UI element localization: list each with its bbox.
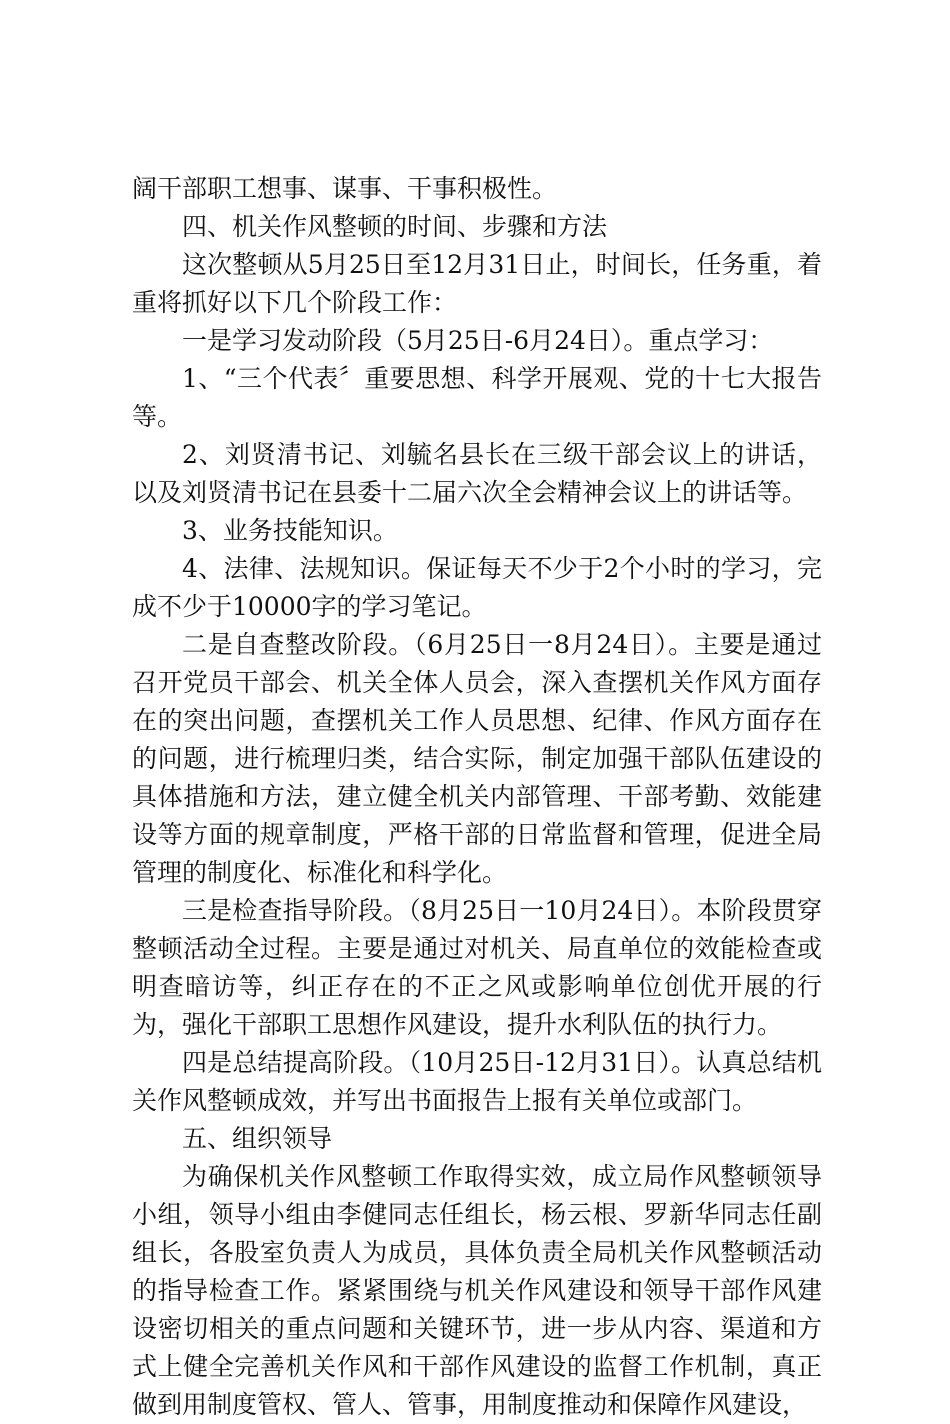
stage-3-paragraph: 三是检查指导阶段。（8月25日一10月24日）。本阶段贯穿整顿活动全过程。主要是通过对机关、局直单位的效能检查或明查暗访等，纠正存在的不正之风或影响单位创优开展的行为，强化干部职工思想作风建设，提升水利队伍的执行力。 — [132, 896, 822, 1039]
study-item-1: 1、“三个代表〞重要思想、科学开展观、党的十七大报告等。 — [132, 364, 822, 431]
paragraph-continuation: 阔干部职工想事、谋事、干事积极性。 — [132, 174, 558, 203]
section-heading-5: 五、组织领导 — [182, 1124, 333, 1153]
paragraph-schedule: 这次整顿从5月25日至12月31日止，时间长，任务重，着重将抓好以下几个阶段工作： — [132, 250, 822, 317]
stage-4-paragraph: 四是总结提高阶段。（10月25日-12月31日）。认真总结机关作风整顿成效，并写出书面报告上报有关单位或部门。 — [132, 1048, 822, 1115]
study-item-2: 2、刘贤清书记、刘毓名县长在三级干部会议上的讲话，以及刘贤清书记在县委十二届六次全会精神会议上的讲话等。 — [132, 440, 822, 507]
stage-1-heading: 一是学习发动阶段（5月25日-6月24日）。重点学习： — [182, 326, 774, 355]
document-body — [132, 170, 822, 1424]
organization-paragraph: 为确保机关作风整顿工作取得实效，成立局作风整顿领导小组，领导小组由李健同志任组长，杨云根、罗新华同志任副组长，各股室负责人为成员，具体负责全局机关作风整顿活动的指导检查工作。紧紧围绕与机关作风建设和领导干部作风建设密切相关的重点问题和关键环节，进一步从内容、渠道和方式上健全完善机关作风和干部作风建设的监督工作机制，真正做到用制度管权、管人、管事，用制度推动和保障作风建设， — [132, 1162, 822, 1419]
stage-2-paragraph: 二是自查整改阶段。（6月25日一8月24日）。主要是通过召开党员干部会、机关全体人员会，深入查摆机关作风方面存在的突出问题，查摆机关工作人员思想、纪律、作风方面存在的问题，进行梳理归类，结合实际，制定加强干部队伍建设的具体措施和方法，建立健全机关内部管理、干部考勤、效能建设等方面的规章制度，严格干部的日常监督和管理，促进全局管理的制度化、标准化和科学化。 — [132, 630, 822, 887]
study-item-3: 3、业务技能知识。 — [182, 516, 398, 545]
section-heading-4: 四、机关作风整顿的时间、步骤和方法 — [182, 212, 608, 241]
study-item-4: 4、法律、法规知识。保证每天不少于2个小时的学习，完成不少于10000字的学习笔记。 — [132, 554, 822, 621]
